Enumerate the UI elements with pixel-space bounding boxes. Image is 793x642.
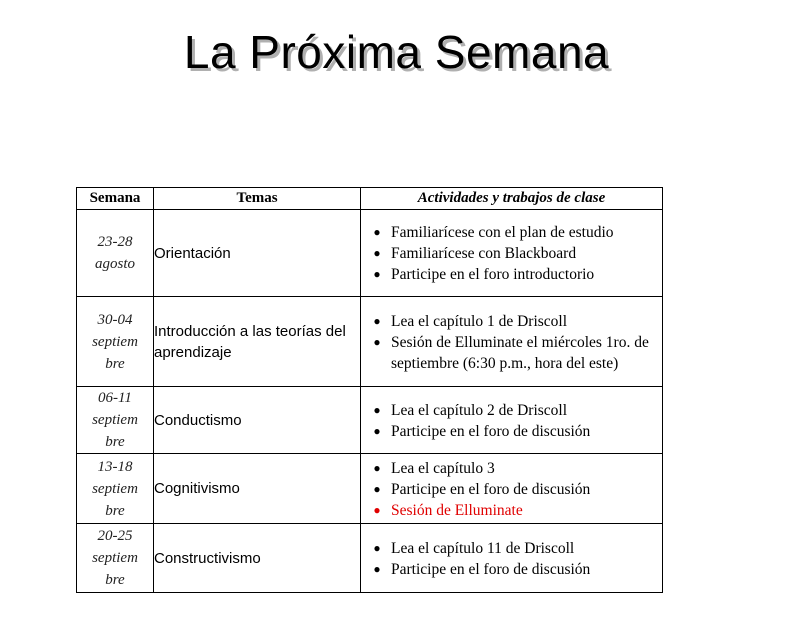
activity-item (361, 421, 662, 442)
week-cell (77, 454, 154, 524)
activity-text: Lea el capítulo 2 de Driscoll (391, 401, 568, 419)
week-line: 20-25 (97, 528, 133, 544)
activity-text: Familiarícese con el plan de estudio (391, 224, 614, 241)
activity-text: Participe en el foro introductorio (391, 266, 595, 283)
week-line: agosto (94, 256, 135, 272)
activity-text: Participe en el foro de discusión (391, 560, 591, 578)
topic-cell: Conductismo (154, 387, 361, 454)
filled-circle-bullet-icon: ● (373, 481, 381, 496)
table-row (77, 210, 663, 297)
activities-cell (361, 387, 663, 454)
filled-circle-bullet-icon: ● (373, 502, 381, 517)
week-line: bre (105, 355, 125, 372)
activities-cell (361, 524, 663, 593)
activity-item (361, 311, 662, 332)
activity-text: Lea el capítulo 11 de Driscoll (391, 539, 575, 557)
topic-cell: Orientación (154, 210, 361, 297)
header-activities: Actividades y trabajos de clase (361, 188, 663, 210)
table-row (77, 297, 663, 387)
week-line: 13-18 (97, 458, 133, 475)
activities-cell (361, 454, 663, 524)
week-line: septiem (92, 333, 138, 350)
activity-text: Lea el capítulo 3 (391, 459, 495, 477)
activity-item (361, 500, 662, 521)
activity-text: Lea el capítulo 1 de Driscoll (391, 312, 568, 330)
activity-item (361, 400, 662, 421)
week-line: bre (105, 502, 125, 519)
week-line: 30-04 (97, 311, 133, 328)
filled-circle-bullet-icon: ● (373, 225, 381, 239)
topic-cell: Constructivismo (154, 524, 361, 593)
week-cell (77, 387, 154, 454)
activity-item (361, 222, 662, 243)
activity-list (361, 308, 662, 376)
week-cell (77, 297, 154, 387)
filled-circle-bullet-icon: ● (373, 540, 381, 555)
activity-text: Participe en el foro de discusión (391, 422, 591, 440)
filled-circle-bullet-icon: ● (373, 267, 381, 281)
topic-cell: Cognitivismo (154, 454, 361, 524)
activities-cell (361, 210, 663, 297)
week-line: bre (105, 434, 125, 450)
filled-circle-bullet-icon: ● (373, 402, 381, 417)
header-week: Semana (77, 188, 154, 210)
table-row (77, 387, 663, 454)
week-line: septiem (92, 550, 138, 566)
week-line: bre (105, 572, 125, 588)
filled-circle-bullet-icon: ● (373, 460, 381, 475)
filled-circle-bullet-icon: ● (373, 334, 381, 349)
activities-cell (361, 297, 663, 387)
table-row (77, 524, 663, 593)
activity-list (361, 455, 662, 523)
activity-text: Sesión de Elluminate el miércoles 1ro. de septiembre (6:30 p.m., hora del este) (391, 333, 649, 372)
activity-text: Participe en el foro de discusión (391, 480, 591, 498)
week-line: septiem (92, 480, 138, 497)
activity-item (361, 458, 662, 479)
header-topics: Temas (154, 188, 361, 210)
filled-circle-bullet-icon: ● (373, 313, 381, 328)
filled-circle-bullet-icon: ● (373, 561, 381, 576)
filled-circle-bullet-icon: ● (373, 246, 381, 260)
slide-title: La Próxima Semana (183, 26, 610, 78)
header-row (77, 188, 663, 210)
schedule-table (76, 187, 663, 593)
activity-item (361, 332, 662, 374)
activity-item (361, 243, 662, 264)
activity-item (361, 538, 662, 559)
week-line: septiem (92, 412, 138, 428)
filled-circle-bullet-icon: ● (373, 423, 381, 438)
activity-text: Familiarícese con Blackboard (391, 245, 577, 262)
activity-list (361, 219, 662, 287)
week-cell (77, 524, 154, 593)
week-line: 06-11 (98, 390, 132, 406)
activity-list (361, 397, 662, 444)
topic-cell: Introducción a las teorías del aprendizaje (154, 297, 361, 387)
activity-item (361, 559, 662, 580)
table-row (77, 454, 663, 524)
activity-item (361, 264, 662, 285)
activity-list (361, 535, 662, 582)
activity-text: Sesión de Elluminate (391, 501, 523, 519)
activity-item (361, 479, 662, 500)
week-line: 23-28 (97, 234, 133, 250)
week-cell (77, 210, 154, 297)
